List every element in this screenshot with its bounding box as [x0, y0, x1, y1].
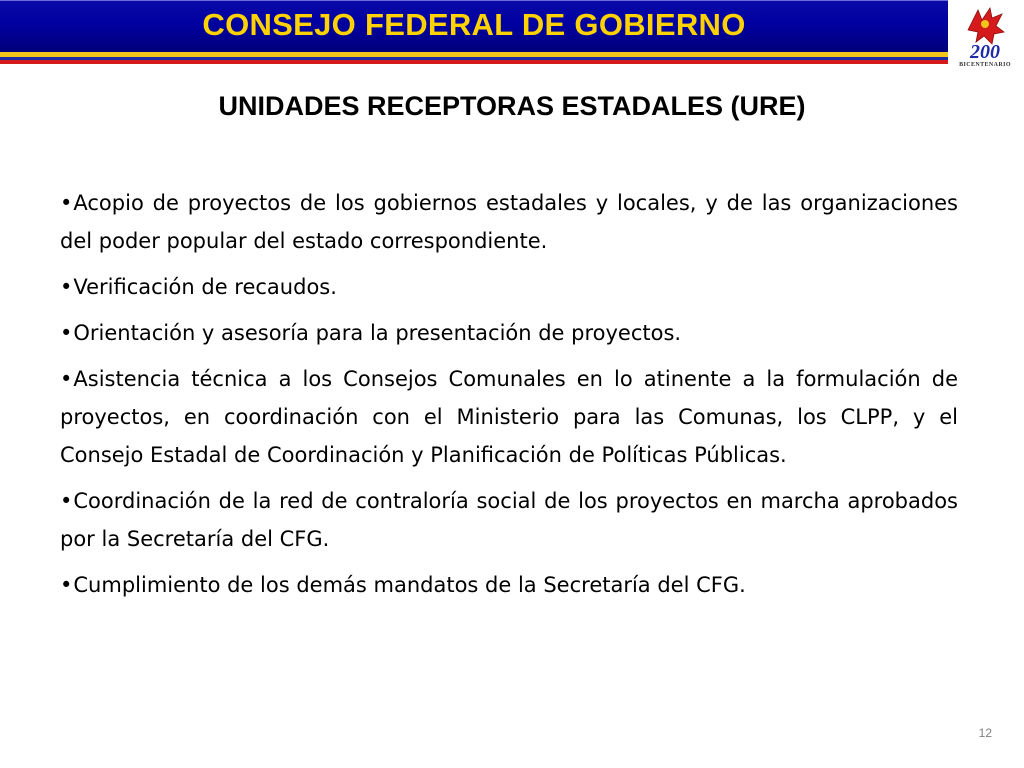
- header-stripe-red: [0, 60, 948, 64]
- slide-title: UNIDADES RECEPTORAS ESTADALES (URE): [218, 91, 806, 121]
- bullet-icon: •: [60, 573, 73, 597]
- bullet-icon: •: [60, 191, 73, 215]
- bullet-text: Cumplimiento de los demás mandatos de la Secretaría del CFG.: [73, 573, 746, 597]
- bicentenario-logo-icon: [952, 2, 1018, 64]
- header-title: CONSEJO FEDERAL DE GOBIERNO: [202, 7, 746, 42]
- header-bar: [0, 0, 948, 52]
- bullet-list: [60, 184, 958, 612]
- bullet-text: Verificación de recaudos.: [73, 275, 337, 299]
- bullet-icon: •: [60, 489, 73, 513]
- list-item: [60, 268, 958, 306]
- bullet-text: Coordinación de la red de contraloría social de los proyectos en marcha aprobados por la Secretaría del CFG.: [60, 489, 958, 551]
- bullet-icon: •: [60, 367, 73, 391]
- list-item: [60, 482, 958, 558]
- page-number: 12: [978, 726, 992, 740]
- bullet-icon: •: [60, 275, 73, 299]
- bicentenario-logo: [952, 2, 1018, 72]
- bullet-icon: •: [60, 321, 73, 345]
- bullet-text: Asistencia técnica a los Consejos Comunales en lo atinente a la formulación de proyectos, en coordinación con el Ministerio para las Comunas, los CLPP, y el Consejo Estadal de Coordinación y Planificación de Políticas Públicas.: [60, 367, 958, 467]
- list-item: [60, 566, 958, 604]
- bullet-text: Acopio de proyectos de los gobiernos estadales y locales, y de las organizaciones del poder popular del estado correspondiente.: [60, 191, 958, 253]
- list-item: [60, 360, 958, 474]
- logo-caption: BICENTENARIO: [959, 62, 1011, 68]
- list-item: [60, 314, 958, 352]
- logo-number: 200: [970, 41, 1000, 63]
- bullet-text: Orientación y asesoría para la presentación de proyectos.: [73, 321, 682, 345]
- list-item: [60, 184, 958, 260]
